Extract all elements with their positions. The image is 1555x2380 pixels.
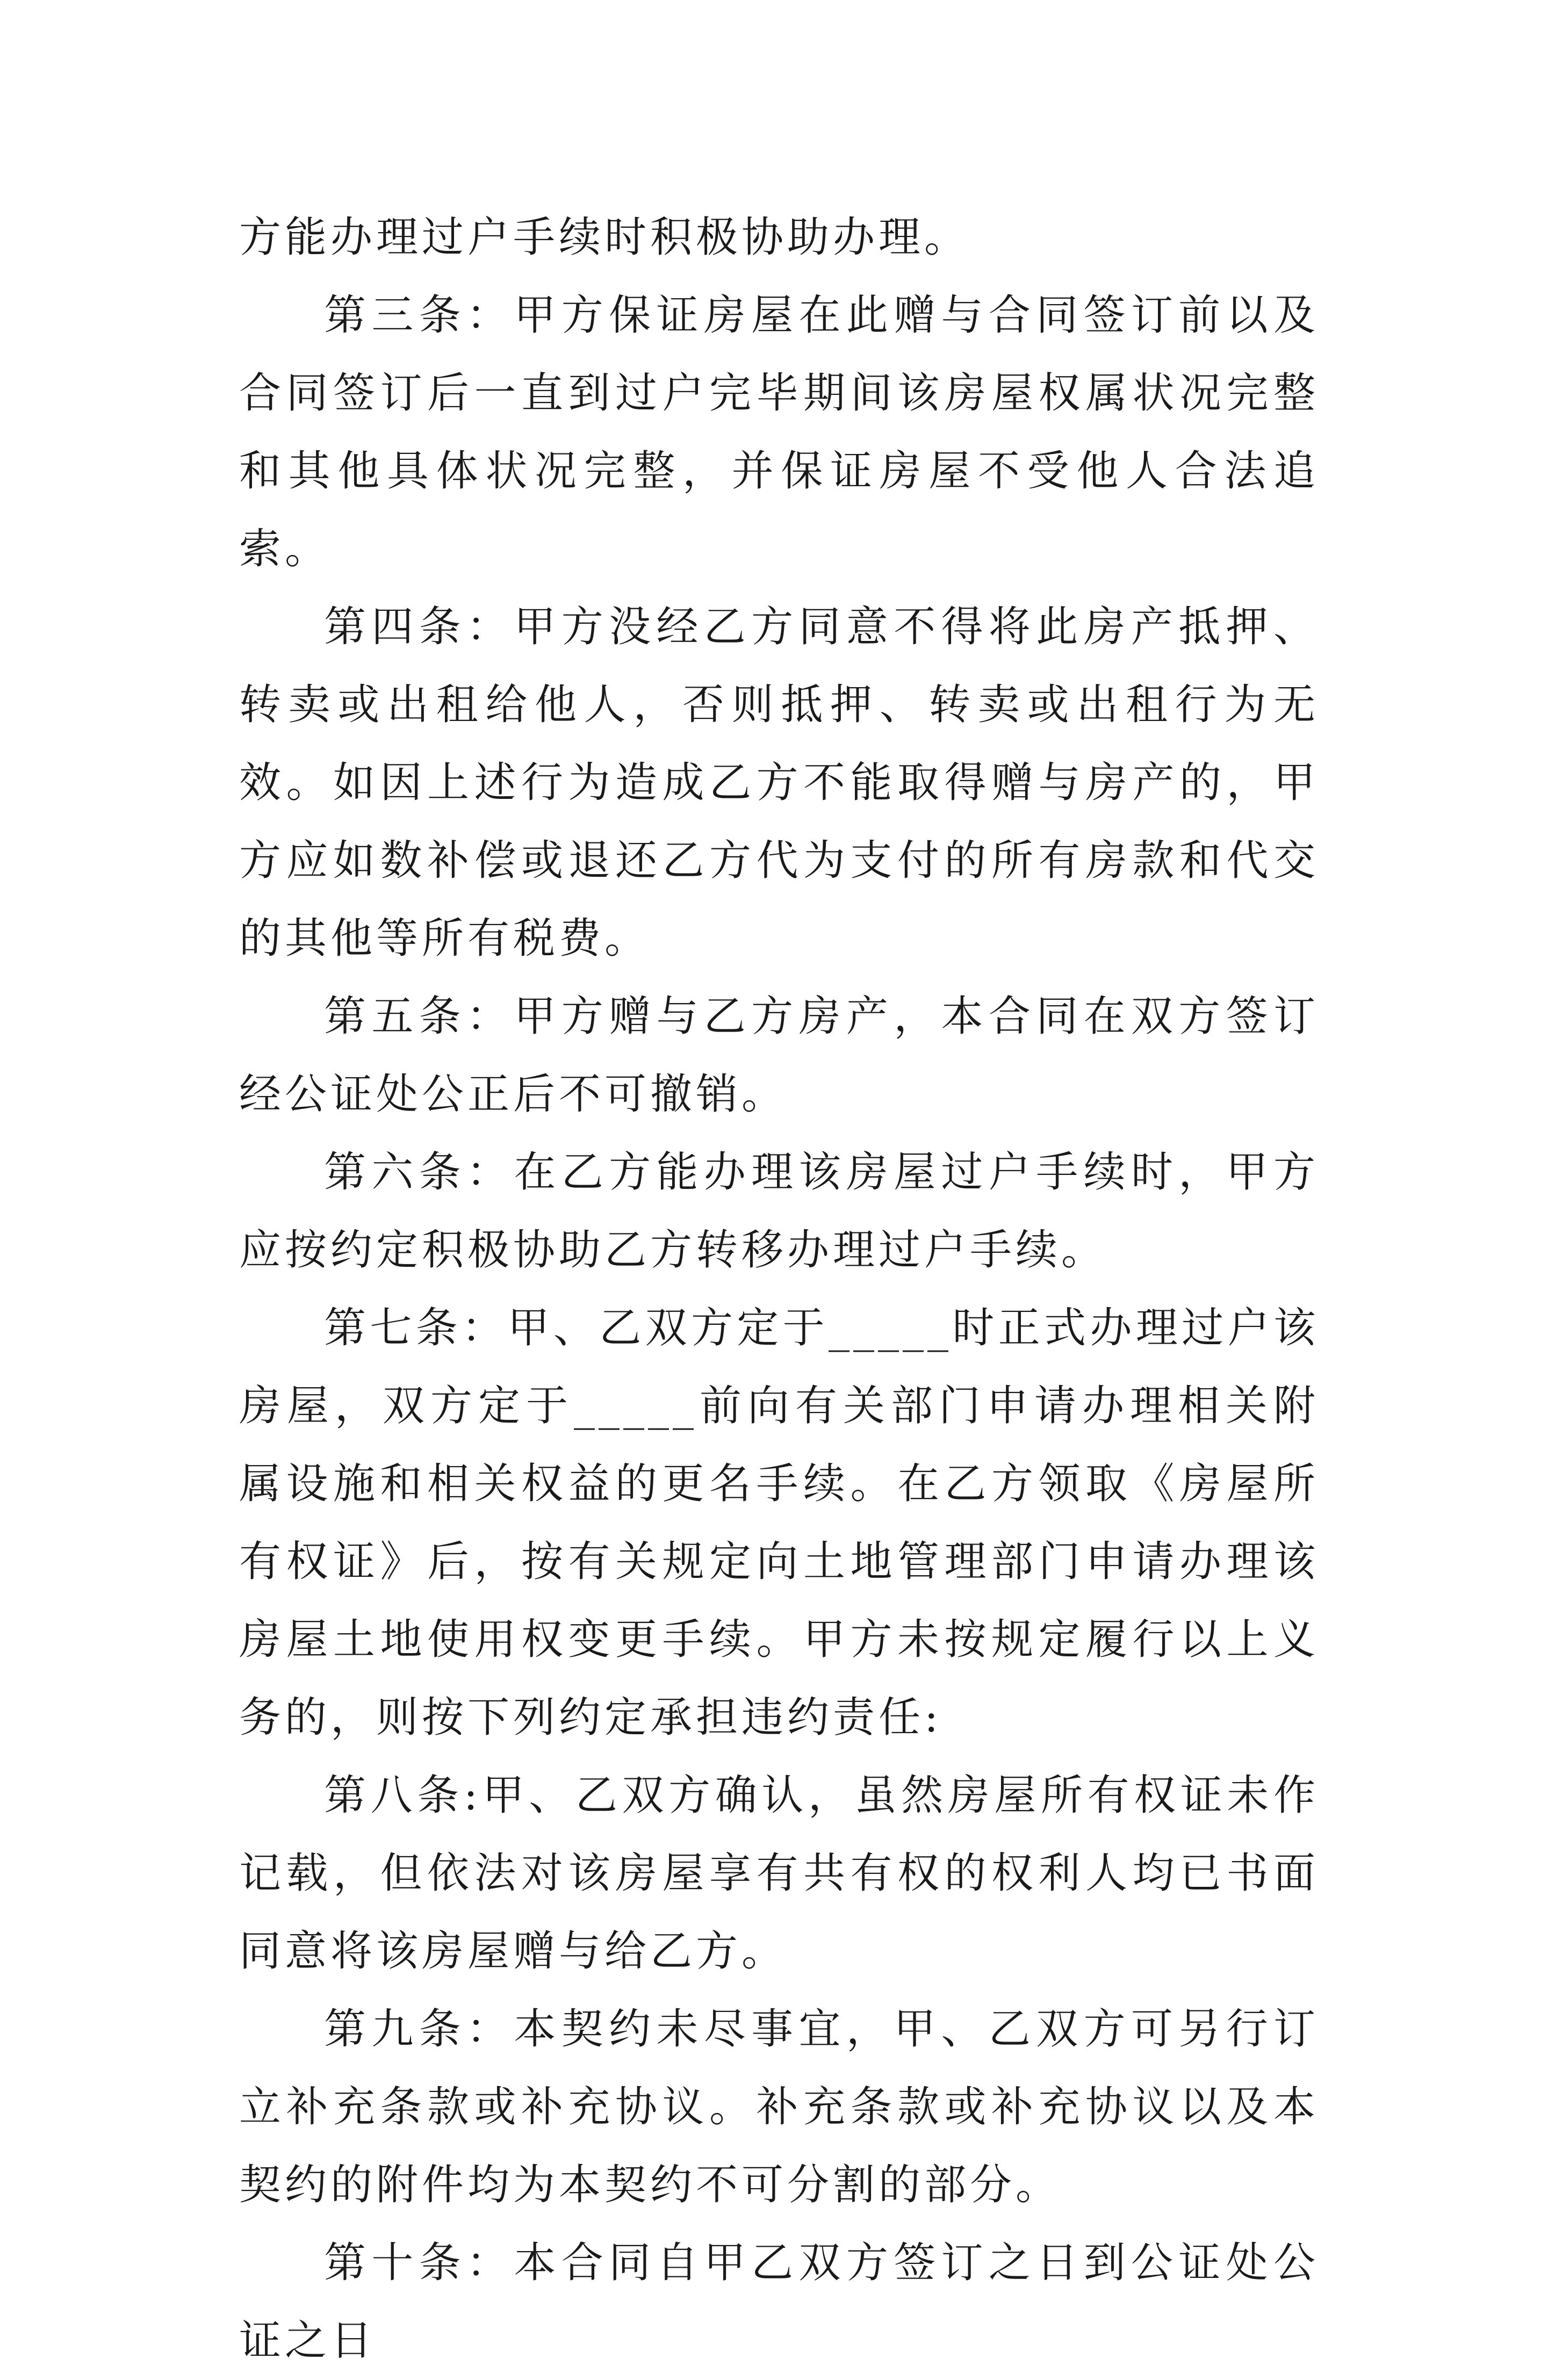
clause-7: 第七条：甲、乙双方定于_____时正式办理过户该房屋，双方定于_____前向有关部门申请办理相关附属设施和相关权益的更名手续。在乙方领取《房屋所有权证》后，按有关规定向土地管理部门申请办理该房屋土地使用权变更手续。甲方未按规定履行以上义务的，则按下列约定承担违约责任: bbox=[239, 1304, 1319, 1742]
clause-3: 第三条：甲方保证房屋在此赠与合同签订前以及合同签订后一直到过户完毕期间该房屋权属状况完整和其他具体状况完整，并保证房屋不受他人合法追索。 bbox=[239, 291, 1319, 573]
clause-4: 第四条：甲方没经乙方同意不得将此房产抵押、转卖或出租给他人，否则抵押、转卖或出租行为无效。如因上述行为造成乙方不能取得赠与房产的，甲方应如数补偿或退还乙方代为支付的所有房款和代交的其他等所有税费。 bbox=[239, 603, 1319, 963]
clause-6: 第六条：在乙方能办理该房屋过户手续时，甲方应按约定积极协助乙方转移办理过户手续。 bbox=[239, 1148, 1319, 1274]
paragraph-continuation: 方能办理过户手续时积极协助办理。 bbox=[239, 213, 970, 262]
clause-9: 第九条：本契约未尽事宜，甲、乙双方可另行订立补充条款或补充协议。补充条款或补充协议以及本契约的附件均为本契约不可分割的部分。 bbox=[239, 2005, 1319, 2209]
clause-5: 第五条：甲方赠与乙方房产，本合同在双方签订经公证处公正后不可撤销。 bbox=[239, 992, 1319, 1119]
document-body bbox=[239, 199, 1319, 2380]
clause-8: 第八条:甲、乙双方确认，虽然房屋所有权证未作记载，但依法对该房屋享有共有权的权利人均已书面同意将该房屋赠与给乙方。 bbox=[239, 1771, 1319, 1975]
clause-10: 第十条：本合同自甲乙双方签订之日到公证处公证之日 bbox=[239, 2239, 1319, 2365]
